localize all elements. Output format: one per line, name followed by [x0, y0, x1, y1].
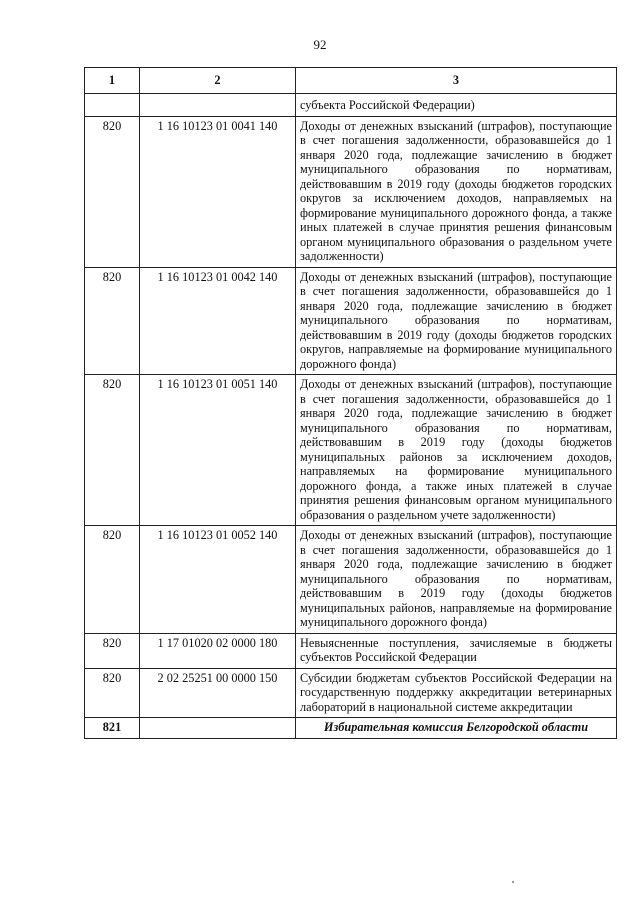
budget-revenue-table: [84, 67, 617, 739]
table-row: [85, 94, 617, 117]
revenue-code-cell: 1 16 10123 01 0042 140: [140, 267, 296, 375]
admin-code-cell: [85, 94, 140, 117]
admin-code-cell: 820: [85, 375, 140, 526]
description-cell: Доходы от денежных взысканий (штрафов), поступающие в счет погашения задолженности, образовавшейся до 1 января 2020 года, подлежащие зачислению в бюджет муниципального образования по нормативам, действовавшим в 2019 году (доходы бюджетов муниципальных районов за исключением доходов, направляемых на формирование муниципального дорожного фонда, а также иных платежей в случае принятия решения финансовым органом муниципального образования о раздельном учете задолженности): [296, 375, 617, 526]
revenue-code-cell: 1 16 10123 01 0041 140: [140, 116, 296, 267]
admin-code-cell: 820: [85, 116, 140, 267]
section-title-cell: Избирательная комиссия Белгородской области: [296, 718, 617, 739]
revenue-code-cell: 1 16 10123 01 0052 140: [140, 526, 296, 634]
table-header-row: [85, 68, 617, 94]
table-row: [85, 668, 617, 718]
header-col-1: 1: [85, 68, 140, 94]
table-row: [85, 116, 617, 267]
table-row: [85, 375, 617, 526]
description-cell: субъекта Российской Федерации): [296, 94, 617, 117]
table-row: [85, 633, 617, 668]
table-row: [85, 267, 617, 375]
description-cell: Невыясненные поступления, зачисляемые в бюджеты субъектов Российской Федерации: [296, 633, 617, 668]
admin-code-cell: 820: [85, 267, 140, 375]
admin-code-cell: 820: [85, 633, 140, 668]
header-col-3: 3: [296, 68, 617, 94]
description-cell: Субсидии бюджетам субъектов Российской Федерации на государственную поддержку аккредитации ветеринарных лабораторий в национальной системе аккредитации: [296, 668, 617, 718]
revenue-code-cell: 1 16 10123 01 0051 140: [140, 375, 296, 526]
header-col-2: 2: [140, 68, 296, 94]
page-number: 92: [313, 37, 327, 52]
revenue-code-cell: [140, 94, 296, 117]
description-cell: Доходы от денежных взысканий (штрафов), поступающие в счет погашения задолженности, образовавшейся до 1 января 2020 года, подлежащие зачислению в бюджет муниципального образования по нормативам, действовавшим в 2019 году (доходы бюджетов городских округов, направляемые на формирование муниципального дорожного фонда): [296, 267, 617, 375]
table-row: [85, 526, 617, 634]
revenue-code-cell: [140, 718, 296, 739]
scan-speck: [512, 881, 514, 883]
admin-code-cell: 820: [85, 668, 140, 718]
description-cell: Доходы от денежных взысканий (штрафов), поступающие в счет погашения задолженности, образовавшейся до 1 января 2020 года, подлежащие зачислению в бюджет муниципального образования по нормативам, действовавшим в 2019 году (доходы бюджетов муниципальных районов, направляемые на формирование муниципального дорожного фонда): [296, 526, 617, 634]
revenue-code-cell: 1 17 01020 02 0000 180: [140, 633, 296, 668]
description-cell: Доходы от денежных взысканий (штрафов), поступающие в счет погашения задолженности, образовавшейся до 1 января 2020 года, подлежащие зачислению в бюджет муниципального образования по нормативам, действовавшим в 2019 году (доходы бюджетов городских округов за исключением доходов, направляемых на формирование муниципального дорожного фонда, а также иных платежей в случае принятия решения финансовым органом муниципального образования о раздельном учете задолженности): [296, 116, 617, 267]
admin-code-cell: 821: [85, 718, 140, 739]
admin-code-cell: 820: [85, 526, 140, 634]
revenue-code-cell: 2 02 25251 00 0000 150: [140, 668, 296, 718]
table-row-section-heading: [85, 718, 617, 739]
